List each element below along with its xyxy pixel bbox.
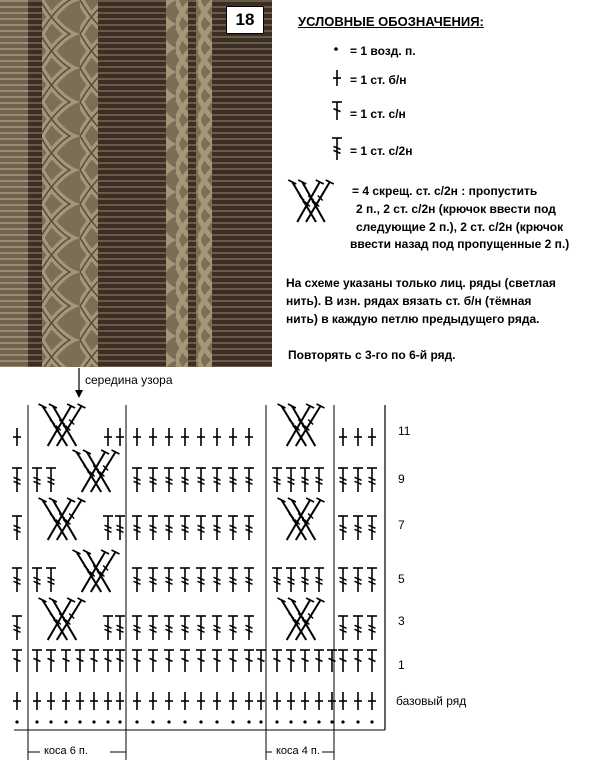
tr-symbol [314, 468, 324, 492]
dc-symbol [132, 650, 142, 672]
sc-symbol [33, 692, 41, 710]
tr-symbol [367, 516, 377, 540]
dc-symbol [46, 650, 56, 672]
dc-symbol [300, 650, 310, 672]
tr-symbol [228, 568, 238, 592]
tr-symbol [132, 516, 142, 540]
chain-stitch [49, 720, 52, 723]
chain-stitch [231, 720, 234, 723]
sc-symbol [339, 692, 347, 710]
chain-stitch [330, 720, 333, 723]
legend-title: УСЛОВНЫЕ ОБОЗНАЧЕНИЯ: [298, 14, 484, 29]
tr-symbol [180, 516, 190, 540]
sc-symbol [354, 692, 362, 710]
row-label-7: 7 [398, 518, 405, 532]
row-label-9: 9 [398, 472, 405, 486]
tr-symbol [164, 568, 174, 592]
dc-symbol [367, 650, 377, 672]
sc-symbol [165, 692, 173, 710]
tr-symbol [132, 616, 142, 640]
sc-symbol [133, 428, 141, 446]
tr-symbol [272, 468, 282, 492]
chain-stitch [151, 720, 154, 723]
dc-symbol [103, 650, 113, 672]
sc-symbol [149, 428, 157, 446]
chain-stitch [341, 720, 344, 723]
dc-symbol [164, 650, 174, 672]
sc-symbol [197, 692, 205, 710]
note-front-rows-2: нить). В изн. рядах вязать ст. б/н (тёмная [286, 294, 532, 308]
tr-symbol [300, 468, 310, 492]
arrow-head-icon [75, 390, 83, 398]
dc-symbol [332, 102, 342, 120]
note-repeat: Повторять с 3-го по 6-й ряд. [288, 348, 456, 362]
sc-symbol [104, 428, 112, 446]
sc-symbol [165, 428, 173, 446]
tr-symbol [286, 468, 296, 492]
dc-symbol [61, 650, 71, 672]
tr-symbol [228, 516, 238, 540]
tr-symbol [180, 468, 190, 492]
chain-stitch [247, 720, 250, 723]
sc-symbol [354, 428, 362, 446]
tr-symbol [132, 468, 142, 492]
chain-stitch [303, 720, 306, 723]
tr-symbol [32, 468, 42, 492]
dc-symbol [228, 650, 238, 672]
tr-symbol [212, 568, 222, 592]
sc-symbol [229, 692, 237, 710]
sc-symbol [104, 692, 112, 710]
tr-symbol [353, 516, 363, 540]
sc-symbol [13, 428, 21, 446]
sc-symbol [90, 692, 98, 710]
row-label-11: 11 [398, 424, 411, 438]
dc-symbol [75, 650, 85, 672]
sc-symbol [273, 692, 281, 710]
chain-stitch [15, 720, 18, 723]
sc-symbol [181, 428, 189, 446]
tr-symbol [228, 616, 238, 640]
chain-stitch [183, 720, 186, 723]
tr-symbol [367, 568, 377, 592]
sc-symbol [213, 692, 221, 710]
tr-symbol [228, 468, 238, 492]
chain-stitch [78, 720, 81, 723]
legend-cross-text-2: 2 п., 2 ст. с/2н (крючок ввести под [356, 202, 556, 216]
chain-stitch [259, 720, 262, 723]
sc-symbol [301, 692, 309, 710]
tr-symbol [164, 468, 174, 492]
dc-symbol [256, 650, 266, 672]
row-label-3: 3 [398, 614, 405, 628]
middle-of-pattern-label: середина узора [85, 373, 173, 387]
chain-stitch [64, 720, 67, 723]
chain-stitch [356, 720, 359, 723]
dc-symbol [212, 650, 222, 672]
tr-symbol [244, 568, 254, 592]
note-front-rows-3: нить) в каждую петлю предыдущего ряда. [286, 312, 540, 326]
tr-symbol [196, 468, 206, 492]
tr-symbol [164, 516, 174, 540]
braid-4-label: коса 4 п. [276, 745, 320, 757]
tr-symbol [196, 516, 206, 540]
sc-symbol [13, 692, 21, 710]
tr-symbol [338, 568, 348, 592]
legend-cross-text-1: = 4 скрещ. ст. с/2н : пропустить [352, 184, 538, 198]
tr-symbol [353, 468, 363, 492]
dc-symbol [314, 650, 324, 672]
tr-symbol [338, 468, 348, 492]
dc-symbol [32, 650, 42, 672]
note-front-rows-1: На схеме указаны только лиц. ряды (светлая [286, 276, 556, 290]
chain-stitch [275, 720, 278, 723]
cross-tr-symbol [73, 550, 120, 592]
chain-stitch [167, 720, 170, 723]
dc-symbol [286, 650, 296, 672]
tr-symbol [196, 616, 206, 640]
chain-icon [334, 47, 338, 51]
tr-symbol [353, 568, 363, 592]
cross-tr-symbol [278, 404, 325, 446]
dc-symbol [12, 650, 22, 672]
tr-symbol [115, 616, 125, 640]
tr-symbol [148, 616, 158, 640]
chain-stitch [118, 720, 121, 723]
chain-stitch [289, 720, 292, 723]
tr-symbol [180, 568, 190, 592]
tr-symbol [46, 468, 56, 492]
sc-symbol [368, 428, 376, 446]
tr-symbol [148, 468, 158, 492]
legend-tr-text: = 1 ст. с/2н [350, 144, 413, 158]
tr-symbol [367, 616, 377, 640]
sc-symbol [116, 692, 124, 710]
legend-cross-text-3: следующие 2 п.), 2 ст. с/2н (крючок [356, 220, 564, 234]
cross-tr-symbol [39, 404, 86, 446]
tr-symbol [244, 516, 254, 540]
sc-symbol [287, 692, 295, 710]
legend-cross-text-4: ввести назад под пропущенные 2 п.) [350, 237, 570, 251]
chain-stitch [317, 720, 320, 723]
tr-symbol [244, 468, 254, 492]
tr-symbol [332, 138, 342, 160]
tr-symbol [300, 568, 310, 592]
legend-chain-text: = 1 возд. п. [350, 44, 416, 58]
sc-symbol [333, 70, 341, 86]
sc-symbol [76, 692, 84, 710]
chain-stitch [135, 720, 138, 723]
tr-symbol [164, 616, 174, 640]
tr-symbol [212, 468, 222, 492]
dc-symbol [115, 650, 125, 672]
tr-symbol [272, 568, 282, 592]
sc-symbol [245, 428, 253, 446]
chain-stitch [199, 720, 202, 723]
tr-symbol [12, 468, 22, 492]
tr-symbol [46, 568, 56, 592]
chain-stitch [370, 720, 373, 723]
dc-symbol [180, 650, 190, 672]
tr-symbol [12, 516, 22, 540]
tr-symbol [286, 568, 296, 592]
cross-tr-symbol [288, 180, 334, 222]
braid-6-label: коса 6 п. [44, 745, 88, 757]
sc-symbol [47, 692, 55, 710]
sc-symbol [245, 692, 253, 710]
cross-tr-symbol [39, 498, 86, 540]
tr-symbol [12, 568, 22, 592]
chain-stitch [106, 720, 109, 723]
sc-symbol [62, 692, 70, 710]
tr-symbol [103, 516, 113, 540]
chain-stitch [35, 720, 38, 723]
sc-symbol [257, 692, 265, 710]
dc-symbol [327, 650, 337, 672]
sc-symbol [229, 428, 237, 446]
tr-symbol [244, 616, 254, 640]
sc-symbol [116, 428, 124, 446]
tr-symbol [212, 616, 222, 640]
sc-symbol [315, 692, 323, 710]
chain-stitch [215, 720, 218, 723]
sc-symbol [368, 692, 376, 710]
dc-symbol [272, 650, 282, 672]
sc-symbol [181, 692, 189, 710]
cross-tr-symbol [278, 598, 325, 640]
sc-symbol [213, 428, 221, 446]
tr-symbol [196, 568, 206, 592]
dc-symbol [196, 650, 206, 672]
sc-symbol [149, 692, 157, 710]
tr-symbol [12, 616, 22, 640]
sc-symbol [328, 692, 336, 710]
tr-symbol [338, 616, 348, 640]
tr-symbol [338, 516, 348, 540]
dc-symbol [148, 650, 158, 672]
cross-tr-symbol [73, 450, 120, 492]
tr-symbol [32, 568, 42, 592]
tr-symbol [148, 516, 158, 540]
dc-symbol [89, 650, 99, 672]
row-label-base: базовый ряд [396, 694, 467, 708]
cross-tr-symbol [278, 498, 325, 540]
tr-symbol [132, 568, 142, 592]
legend-sc-text: = 1 ст. б/н [350, 73, 407, 87]
tr-symbol [103, 616, 113, 640]
tr-symbol [353, 616, 363, 640]
tr-symbol [180, 616, 190, 640]
legend-dc-text: = 1 ст. с/н [350, 107, 406, 121]
sc-symbol [133, 692, 141, 710]
tr-symbol [314, 568, 324, 592]
tr-symbol [115, 516, 125, 540]
sc-symbol [197, 428, 205, 446]
row-label-5: 5 [398, 572, 405, 586]
row-label-1: 1 [398, 658, 405, 672]
chain-stitch [92, 720, 95, 723]
tr-symbol [367, 468, 377, 492]
sc-symbol [339, 428, 347, 446]
cross-tr-symbol [39, 598, 86, 640]
figure-number: 18 [226, 6, 264, 34]
dc-symbol [244, 650, 254, 672]
dc-symbol [338, 650, 348, 672]
dc-symbol [353, 650, 363, 672]
tr-symbol [148, 568, 158, 592]
tr-symbol [212, 516, 222, 540]
